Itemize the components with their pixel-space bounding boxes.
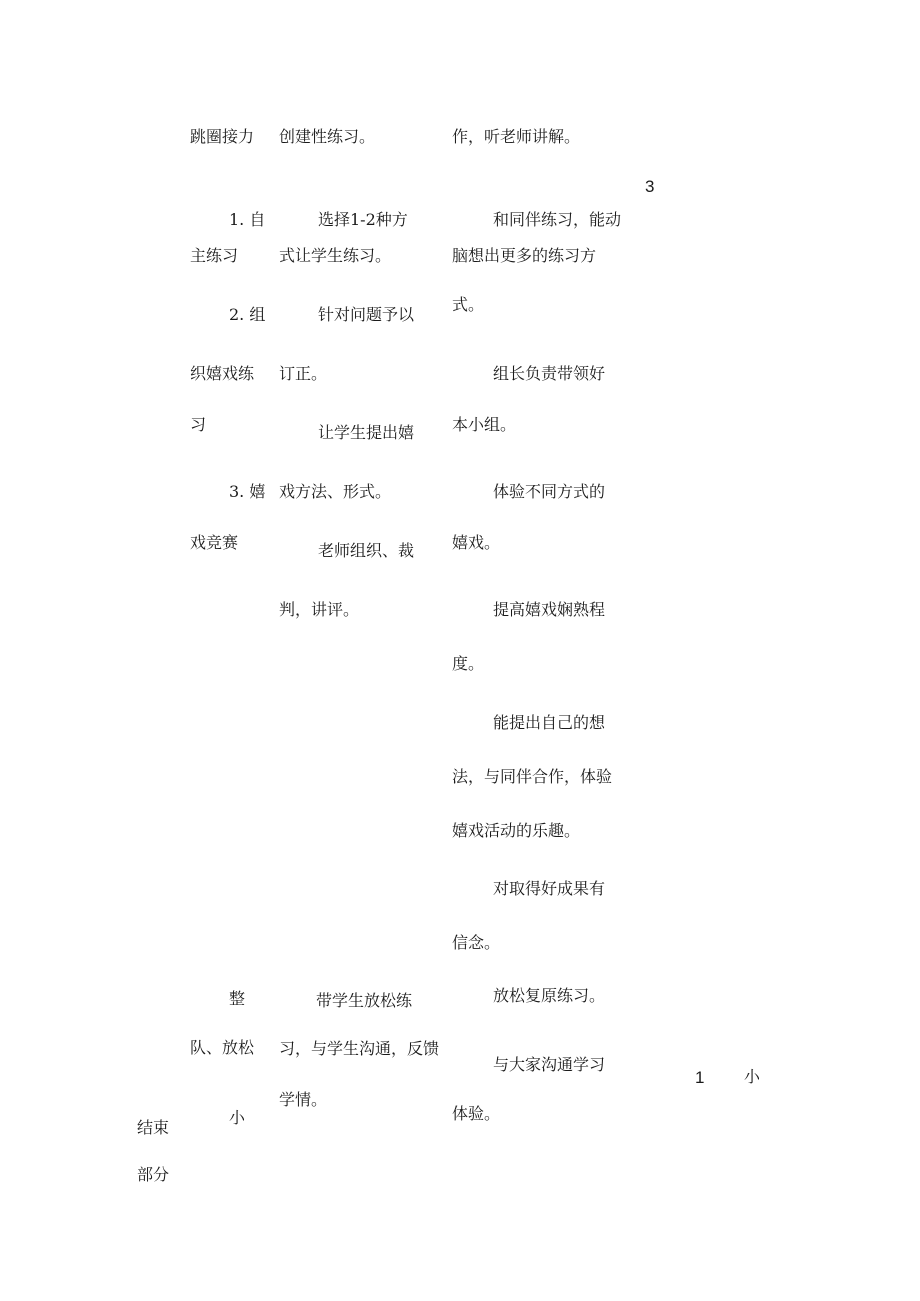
teacher-line: 习，与学生沟通，反馈: [279, 1039, 440, 1058]
content-line: 习: [190, 415, 207, 434]
teacher-line: 式让学生练习。: [279, 246, 392, 265]
student-line: 法，与同伴合作，体验: [452, 767, 613, 786]
content-line: 主练习: [190, 246, 239, 265]
student-line: 体验不同方式的: [493, 482, 606, 501]
time-unit: 小: [744, 1067, 761, 1086]
content-line: 1. 自: [229, 210, 266, 229]
teacher-line: 带学生放松练: [316, 991, 413, 1010]
student-line: 提高嬉戏娴熟程: [493, 600, 606, 619]
student-line: 体验。: [452, 1104, 501, 1123]
content-line: 织嬉戏练: [190, 364, 255, 383]
content-line: 整: [229, 989, 246, 1008]
content-line: 2. 组: [229, 305, 266, 324]
content-line: 小: [229, 1108, 246, 1127]
teacher-line: 判，讲评。: [279, 600, 360, 619]
teacher-line: 针对问题予以: [318, 305, 415, 324]
student-line: 式。: [452, 295, 485, 314]
student-line: 对取得好成果有: [493, 879, 606, 898]
content-line: 队、放松: [190, 1038, 255, 1057]
teacher-line: 选择1-2种方: [318, 210, 408, 229]
student-line: 信念。: [452, 933, 501, 952]
student-line: 嬉戏。: [452, 533, 501, 552]
student-line: 作，听老师讲解。: [452, 127, 581, 146]
student-line: 和同伴练习，能动: [493, 210, 622, 229]
content-line: 3. 嬉: [229, 482, 266, 501]
student-line: 度。: [452, 654, 485, 673]
content-line: 跳圈接力: [190, 127, 255, 146]
student-line: 嬉戏活动的乐趣。: [452, 821, 581, 840]
section-label: 部分: [137, 1165, 170, 1184]
time-value: 1: [695, 1068, 705, 1087]
time-value: 3: [645, 177, 655, 196]
teacher-line: 创建性练习。: [279, 127, 376, 146]
section-label: 结束: [137, 1118, 170, 1137]
teacher-line: 戏方法、形式。: [279, 482, 392, 501]
teacher-line: 订正。: [279, 364, 328, 383]
teacher-line: 学情。: [279, 1090, 328, 1109]
teacher-line: 老师组织、裁: [318, 541, 415, 560]
teacher-line: 让学生提出嬉: [318, 423, 415, 442]
student-line: 能提出自己的想: [493, 713, 606, 732]
student-line: 与大家沟通学习: [493, 1055, 606, 1074]
content-line: 戏竞赛: [190, 533, 239, 552]
student-line: 组长负责带领好: [493, 364, 606, 383]
student-line: 脑想出更多的练习方: [452, 246, 597, 265]
student-line: 本小组。: [452, 415, 517, 434]
student-line: 放松复原练习。: [493, 986, 606, 1005]
